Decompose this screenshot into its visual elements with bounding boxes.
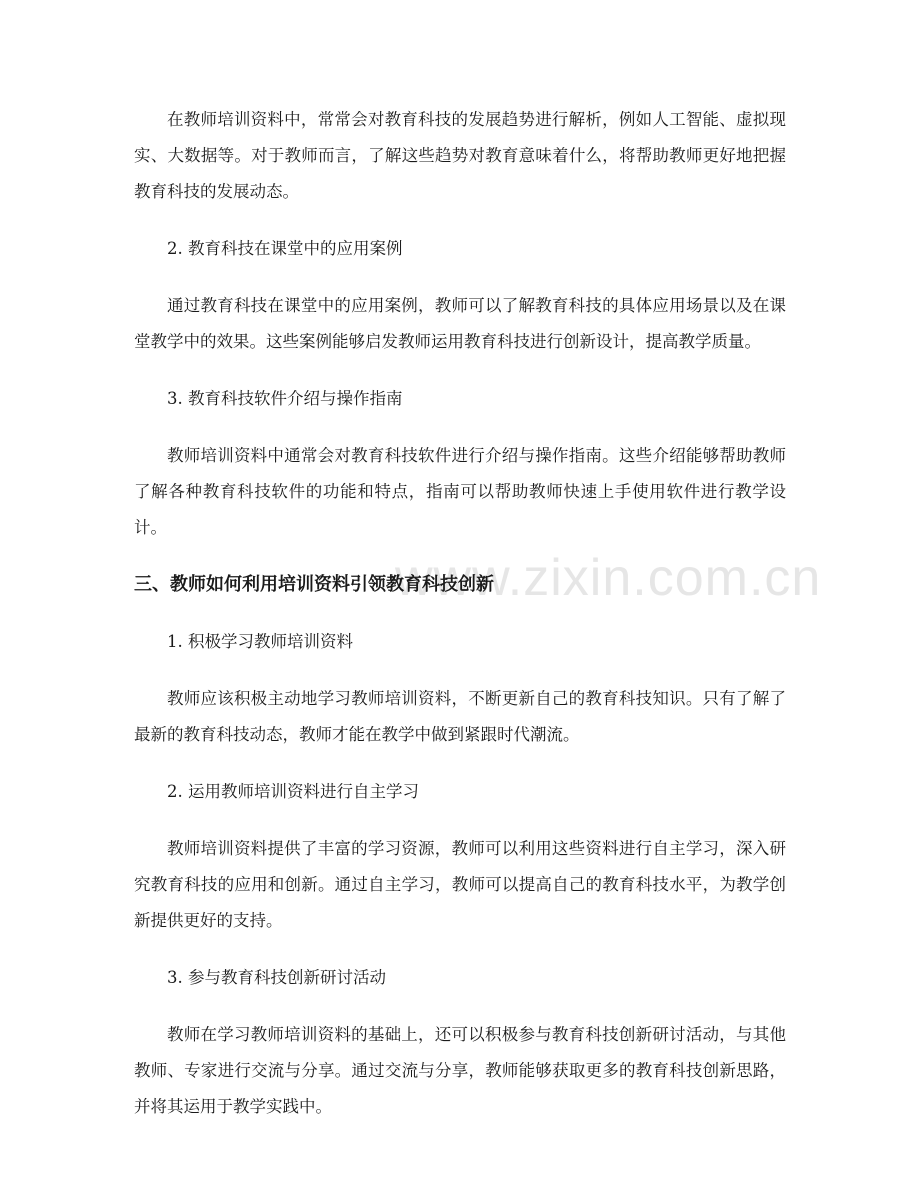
subheading-software-guide: 3. 教育科技软件介绍与操作指南 (167, 389, 403, 408)
subheading-self-study: 2. 运用教师培训资料进行自主学习 (167, 782, 419, 801)
section-title-three: 三、教师如何利用培训资料引领教育科技创新 (134, 574, 494, 595)
document-body (134, 102, 786, 1146)
paragraph-software-guide: 教师培训资料中通常会对教育科技软件进行介绍与操作指南。这些介绍能够帮助教师了解各种教育科技软件的功能和特点，指南可以帮助教师快速上手使用软件进行教学设计。 (134, 446, 786, 537)
subheading-seminars: 3. 参与教育科技创新研讨活动 (167, 968, 386, 987)
subheading-active-learning: 1. 积极学习教师培训资料 (167, 632, 353, 651)
paragraph-classroom-cases: 通过教育科技在课堂中的应用案例，教师可以了解教育科技的具体应用场景以及在课堂教学中的效果。这些案例能够启发教师运用教育科技进行创新设计，提高教学质量。 (134, 296, 786, 351)
subheading-classroom-cases: 2. 教育科技在课堂中的应用案例 (167, 239, 403, 258)
paragraph-active-learning: 教师应该积极主动地学习教师培训资料，不断更新自己的教育科技知识。只有了解了最新的教育科技动态，教师才能在教学中做到紧跟时代潮流。 (134, 689, 786, 744)
paragraph-self-study: 教师培训资料提供了丰富的学习资源，教师可以利用这些资料进行自主学习，深入研究教育科技的应用和创新。通过自主学习，教师可以提高自己的教育科技水平，为教学创新提供更好的支持。 (134, 839, 786, 930)
watermark: www.zixin.com.cn (395, 549, 822, 607)
paragraph-trends: 在教师培训资料中，常常会对教育科技的发展趋势进行解析，例如人工智能、虚拟现实、大数据等。对于教师而言，了解这些趋势对教育意味着什么，将帮助教师更好地把握教育科技的发展动态。 (134, 110, 786, 201)
paragraph-seminars: 教师在学习教师培训资料的基础上，还可以积极参与教育科技创新研讨活动，与其他教师、专家进行交流与分享。通过交流与分享，教师能够获取更多的教育科技创新思路，并将其运用于教学实践中。 (134, 1025, 786, 1116)
